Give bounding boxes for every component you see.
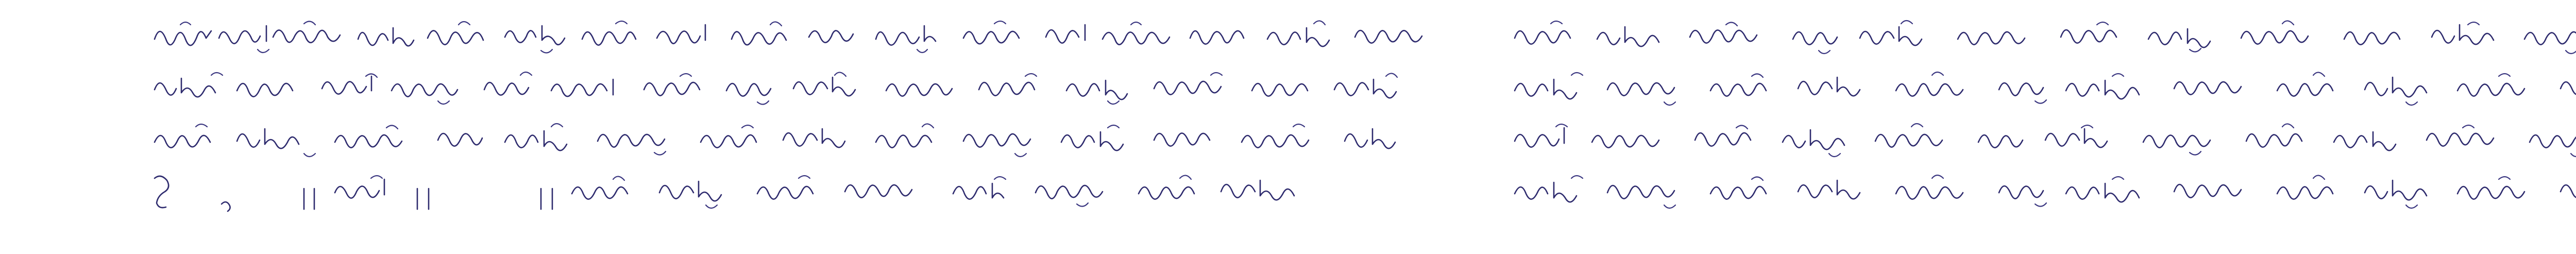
manuscript-line-6 <box>1510 65 2576 112</box>
manuscript-line-7 <box>1510 116 2576 164</box>
handwriting-strokes <box>149 13 1448 61</box>
manuscript-line-4 <box>149 168 1448 215</box>
manuscript-line-8 <box>1510 168 2576 215</box>
manuscript-line-2 <box>149 65 1448 112</box>
handwriting-strokes <box>149 168 1448 215</box>
handwriting-strokes <box>1510 168 2576 215</box>
right-column <box>1510 9 2576 246</box>
handwriting-strokes <box>1510 13 2576 61</box>
handwriting-strokes <box>1510 116 2576 164</box>
handwriting-strokes <box>149 116 1448 164</box>
left-column <box>149 9 1448 246</box>
manuscript-line-1 <box>149 13 1448 61</box>
handwriting-strokes <box>1510 65 2576 112</box>
manuscript-line-5 <box>1510 13 2576 61</box>
manuscript-line-3 <box>149 116 1448 164</box>
handwriting-strokes <box>149 65 1448 112</box>
